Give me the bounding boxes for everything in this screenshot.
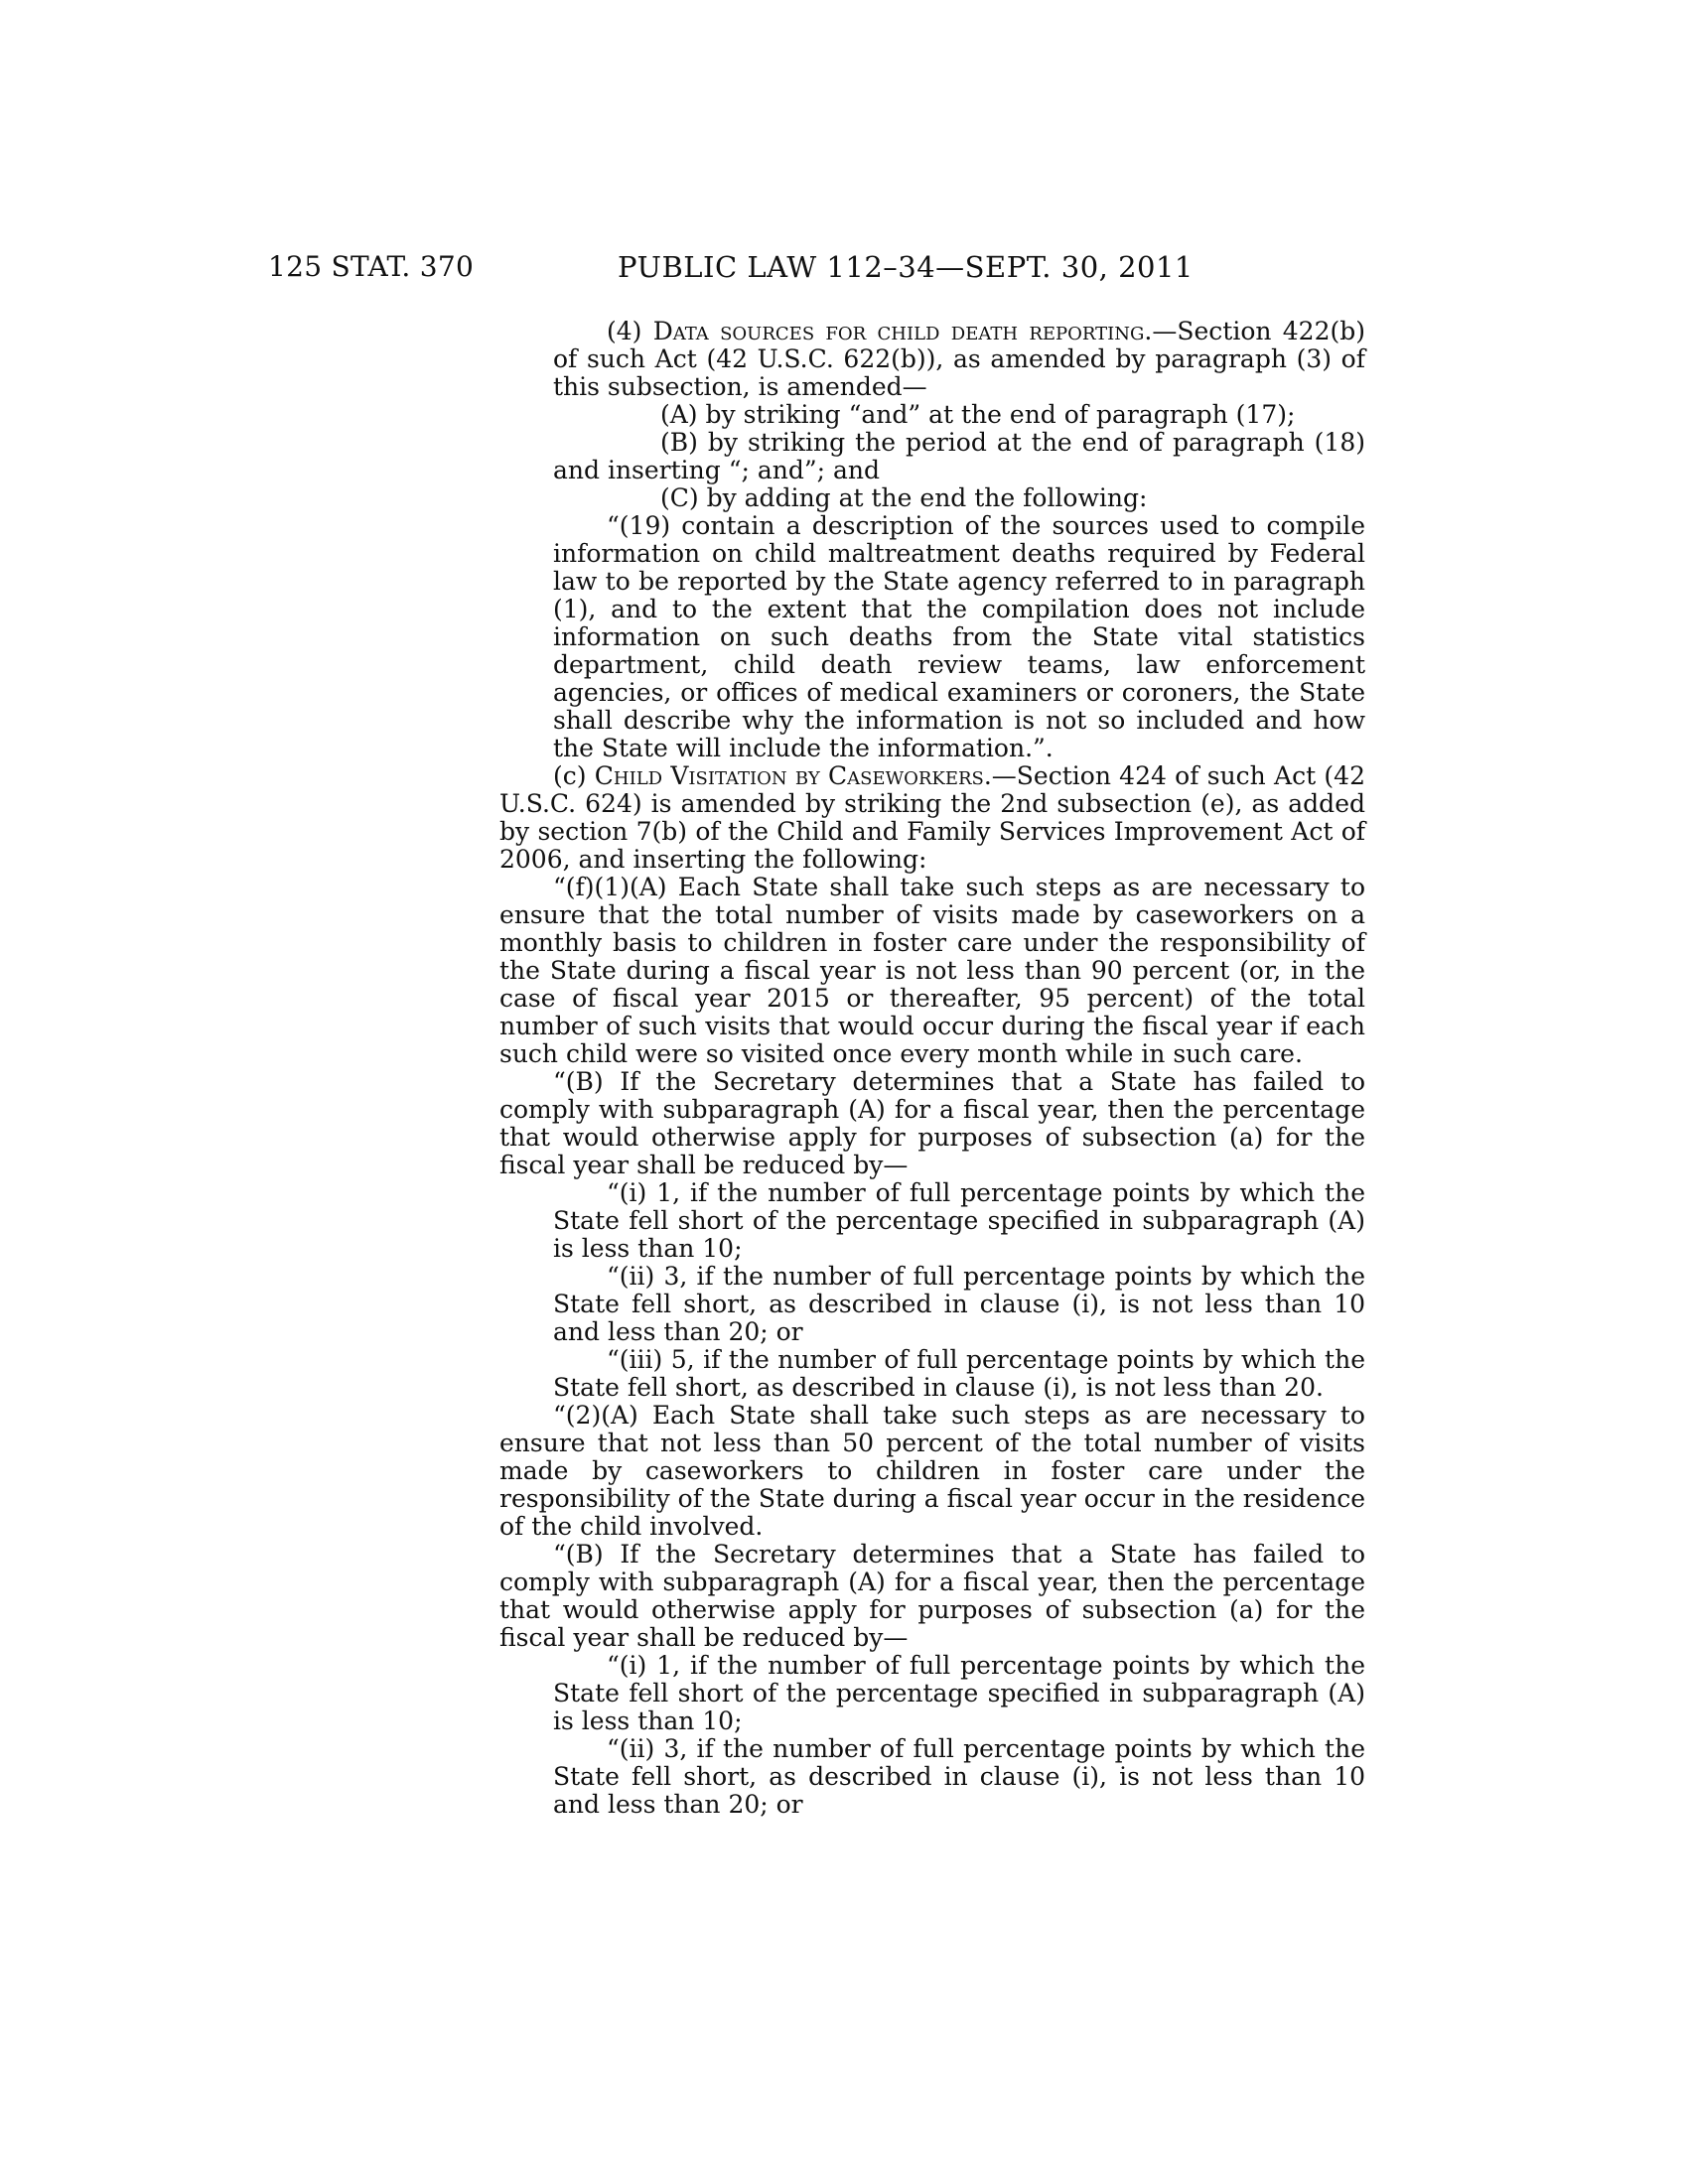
paragraph-f-1-b: “(B) If the Secretary determines that a State has failed to comply with subparagraph (A) for a fiscal year, then the percentage that would otherwise apply for purposes of subsection (a) for the fiscal year shall be reduced by— xyxy=(499,1067,1365,1179)
paragraph-text: —Section 422(b) of such Act (42 U.S.C. 622(b)), as amended by paragraph (3) of this subsection, is amended— xyxy=(553,317,1365,401)
page-reference: 125 STAT. 370 xyxy=(268,250,475,283)
clause-ii: “(ii) 3, if the number of full percentage points by which the State fell short, as described in clause (i), is not less than 10 and less than 20; or xyxy=(553,1262,1365,1346)
paragraph-heading: Data sources for child death reporting. xyxy=(652,317,1153,345)
paragraph-text: —Section 424 of such Act (42 U.S.C. 624) is amended by striking the 2nd subsection (e), as added by section 7(b) of the Child and Family Services Improvement Act of 2006, and inserting the following: xyxy=(499,761,1365,874)
paragraph-4-data-sources xyxy=(499,318,1365,401)
paragraph-f-1-a: “(f)(1)(A) Each State shall take such steps as are necessary to ensure that the total number of visits made by caseworkers on a monthly basis to children in foster care under the responsibility of the State during a fiscal year is not less than 90 percent (or, in the case of fiscal year 2015 or thereafter, 95 percent) of the total number of such visits that would occur during the fiscal year if each such child were so visited once every month while in such care. xyxy=(499,873,1365,1068)
clause-iii: “(iii) 5, if the number of full percentage points by which the State fell short, as described in clause (i), is not less than 20. xyxy=(553,1345,1365,1402)
subsection-c-child-visitation xyxy=(499,762,1365,874)
clause-i-second: “(i) 1, if the number of full percentage points by which the State fell short of the percentage specified in subparagraph (A) is less than 10; xyxy=(553,1651,1365,1735)
paragraph-heading: Child Visitation by Caseworkers. xyxy=(594,761,992,790)
body-text xyxy=(499,318,1365,1819)
law-title: PUBLIC LAW 112–34—SEPT. 30, 2011 xyxy=(618,250,1194,284)
running-header xyxy=(0,250,1688,290)
subparagraph-b: (B) by striking the period at the end of paragraph (18) and inserting “; and”; and xyxy=(553,428,1365,484)
subparagraph-a: (A) by striking “and” at the end of paragraph (17); xyxy=(660,400,1296,429)
paragraph-19-quote: “(19) contain a description of the sources used to compile information on child maltreatment deaths required by Federal law to be reported by the State agency referred to in paragraph (1), and to the extent that the compilation does not include information on such deaths from the State vital statistics department, child death review teams, law enforcement agencies, or offices of medical examiners or coroners, the State shall describe why the information is not so included and how the State will include the information.”. xyxy=(553,511,1365,762)
clause-i: “(i) 1, if the number of full percentage points by which the State fell short of the percentage specified in subparagraph (A) is less than 10; xyxy=(553,1178,1365,1263)
paragraph-2-a: “(2)(A) Each State shall take such steps as are necessary to ensure that not less than 50 percent of the total number of visits made by caseworkers to children in foster care under the responsibility of the State during a fiscal year occur in the residence of the child involved. xyxy=(499,1401,1365,1541)
subparagraph-c: (C) by adding at the end the following: xyxy=(660,483,1148,512)
clause-ii-second: “(ii) 3, if the number of full percentage points by which the State fell short, as described in clause (i), is not less than 10 and less than 20; or xyxy=(553,1734,1365,1819)
paragraph-2-b: “(B) If the Secretary determines that a State has failed to comply with subparagraph (A) for a fiscal year, then the percentage that would otherwise apply for purposes of subsection (a) for the fiscal year shall be reduced by— xyxy=(499,1540,1365,1652)
paragraph-lead: (c) xyxy=(553,761,595,790)
paragraph-lead: (4) xyxy=(607,317,653,345)
